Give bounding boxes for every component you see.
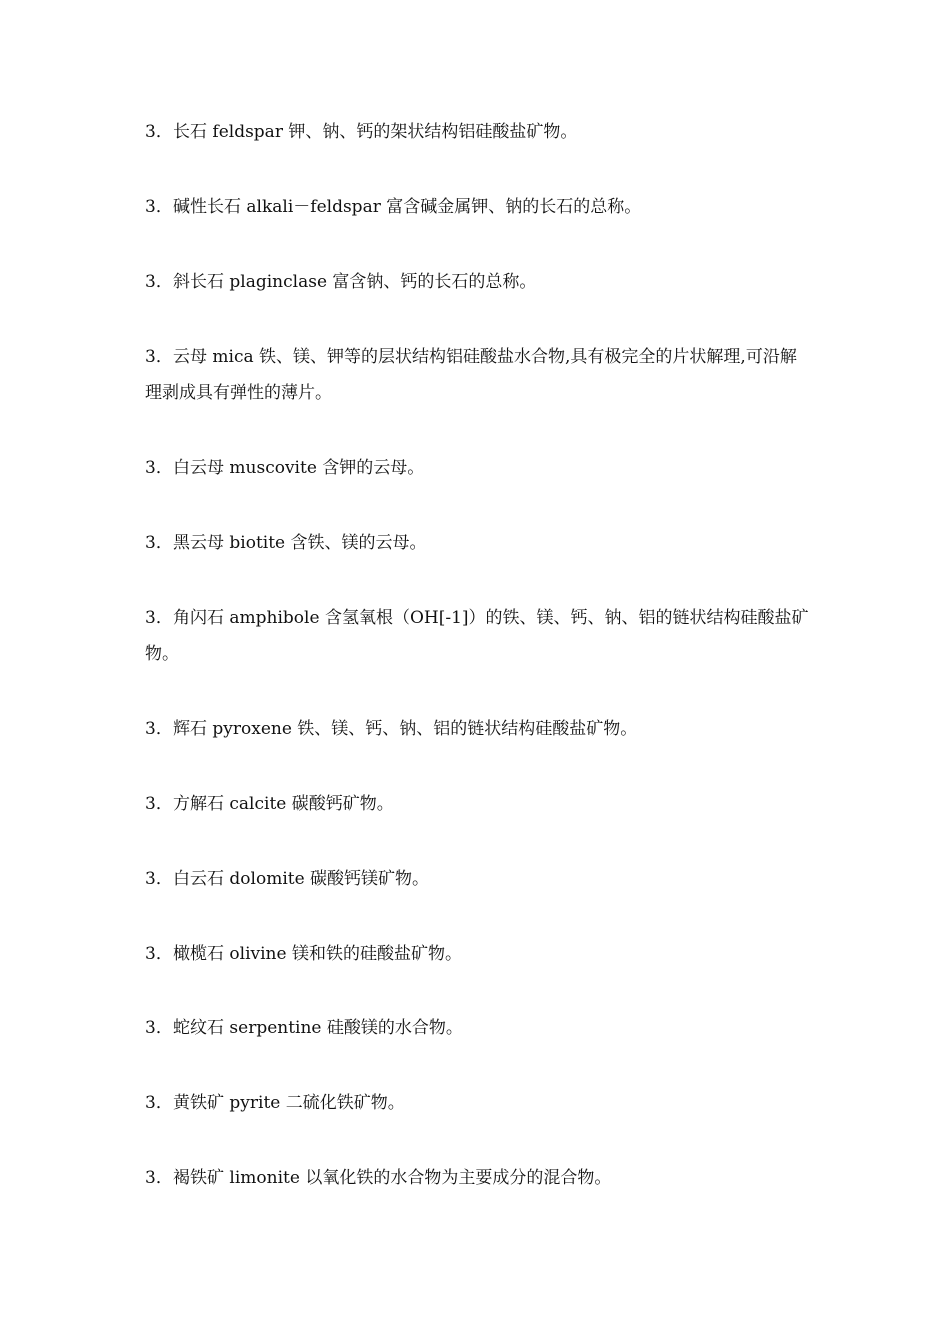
entry-text: 碱性长石 alkali－feldspar 富含碱金属钾、钠的长石的总称。 bbox=[173, 197, 642, 217]
entry-number: 3． bbox=[145, 533, 173, 553]
entry-number: 3． bbox=[145, 944, 173, 964]
entry-number: 3． bbox=[145, 458, 173, 478]
entry-number: 3． bbox=[145, 197, 173, 217]
entry-text: 方解石 calcite 碳酸钙矿物。 bbox=[173, 794, 394, 814]
entry-dolomite bbox=[145, 861, 810, 897]
entry-amphibole bbox=[145, 600, 810, 672]
entry-text: 白云石 dolomite 碳酸钙镁矿物。 bbox=[173, 869, 430, 889]
entry-number: 3． bbox=[145, 347, 173, 367]
entry-olivine bbox=[145, 936, 810, 972]
entry-pyrite bbox=[145, 1085, 810, 1121]
entry-limonite bbox=[145, 1160, 810, 1196]
entry-number: 3． bbox=[145, 122, 173, 142]
entry-number: 3． bbox=[145, 608, 173, 628]
entry-text: 蛇纹石 serpentine 硅酸镁的水合物。 bbox=[173, 1018, 463, 1038]
entry-text: 长石 feldspar 钾、钠、钙的架状结构铝硅酸盐矿物。 bbox=[173, 122, 578, 142]
entry-number: 3． bbox=[145, 794, 173, 814]
entry-number: 3． bbox=[145, 1168, 173, 1188]
entry-number: 3． bbox=[145, 272, 173, 292]
entry-number: 3． bbox=[145, 1093, 173, 1113]
entry-biotite bbox=[145, 525, 810, 561]
entry-feldspar bbox=[145, 114, 810, 150]
entry-muscovite bbox=[145, 450, 810, 486]
entry-alkali-feldspar bbox=[145, 189, 810, 225]
entry-text: 斜长石 plaginclase 富含钠、钙的长石的总称。 bbox=[173, 272, 537, 292]
entry-number: 3． bbox=[145, 719, 173, 739]
entry-text: 黑云母 biotite 含铁、镁的云母。 bbox=[173, 533, 427, 553]
entry-number: 3． bbox=[145, 1018, 173, 1038]
entry-text: 橄榄石 olivine 镁和铁的硅酸盐矿物。 bbox=[173, 944, 462, 964]
entry-text: 云母 mica 铁、镁、钾等的层状结构铝硅酸盐水合物,具有极完全的片状解理,可沿解理剥成具有弹性的薄片。 bbox=[145, 347, 797, 403]
entry-calcite bbox=[145, 786, 810, 822]
entry-text: 黄铁矿 pyrite 二硫化铁矿物。 bbox=[173, 1093, 405, 1113]
entry-text: 辉石 pyroxene 铁、镁、钙、钠、铝的链状结构硅酸盐矿物。 bbox=[173, 719, 638, 739]
entry-pyroxene bbox=[145, 711, 810, 747]
entry-serpentine bbox=[145, 1010, 810, 1046]
entry-number: 3． bbox=[145, 869, 173, 889]
entry-text: 白云母 muscovite 含钾的云母。 bbox=[173, 458, 425, 478]
entry-mica bbox=[145, 339, 810, 411]
entry-text: 褐铁矿 limonite 以氧化铁的水合物为主要成分的混合物。 bbox=[173, 1168, 612, 1188]
entry-plagioclase bbox=[145, 264, 810, 300]
entry-text: 角闪石 amphibole 含氢氧根（OH[-1]）的铁、镁、钙、钠、铝的链状结构硅酸盐矿物。 bbox=[145, 608, 809, 664]
